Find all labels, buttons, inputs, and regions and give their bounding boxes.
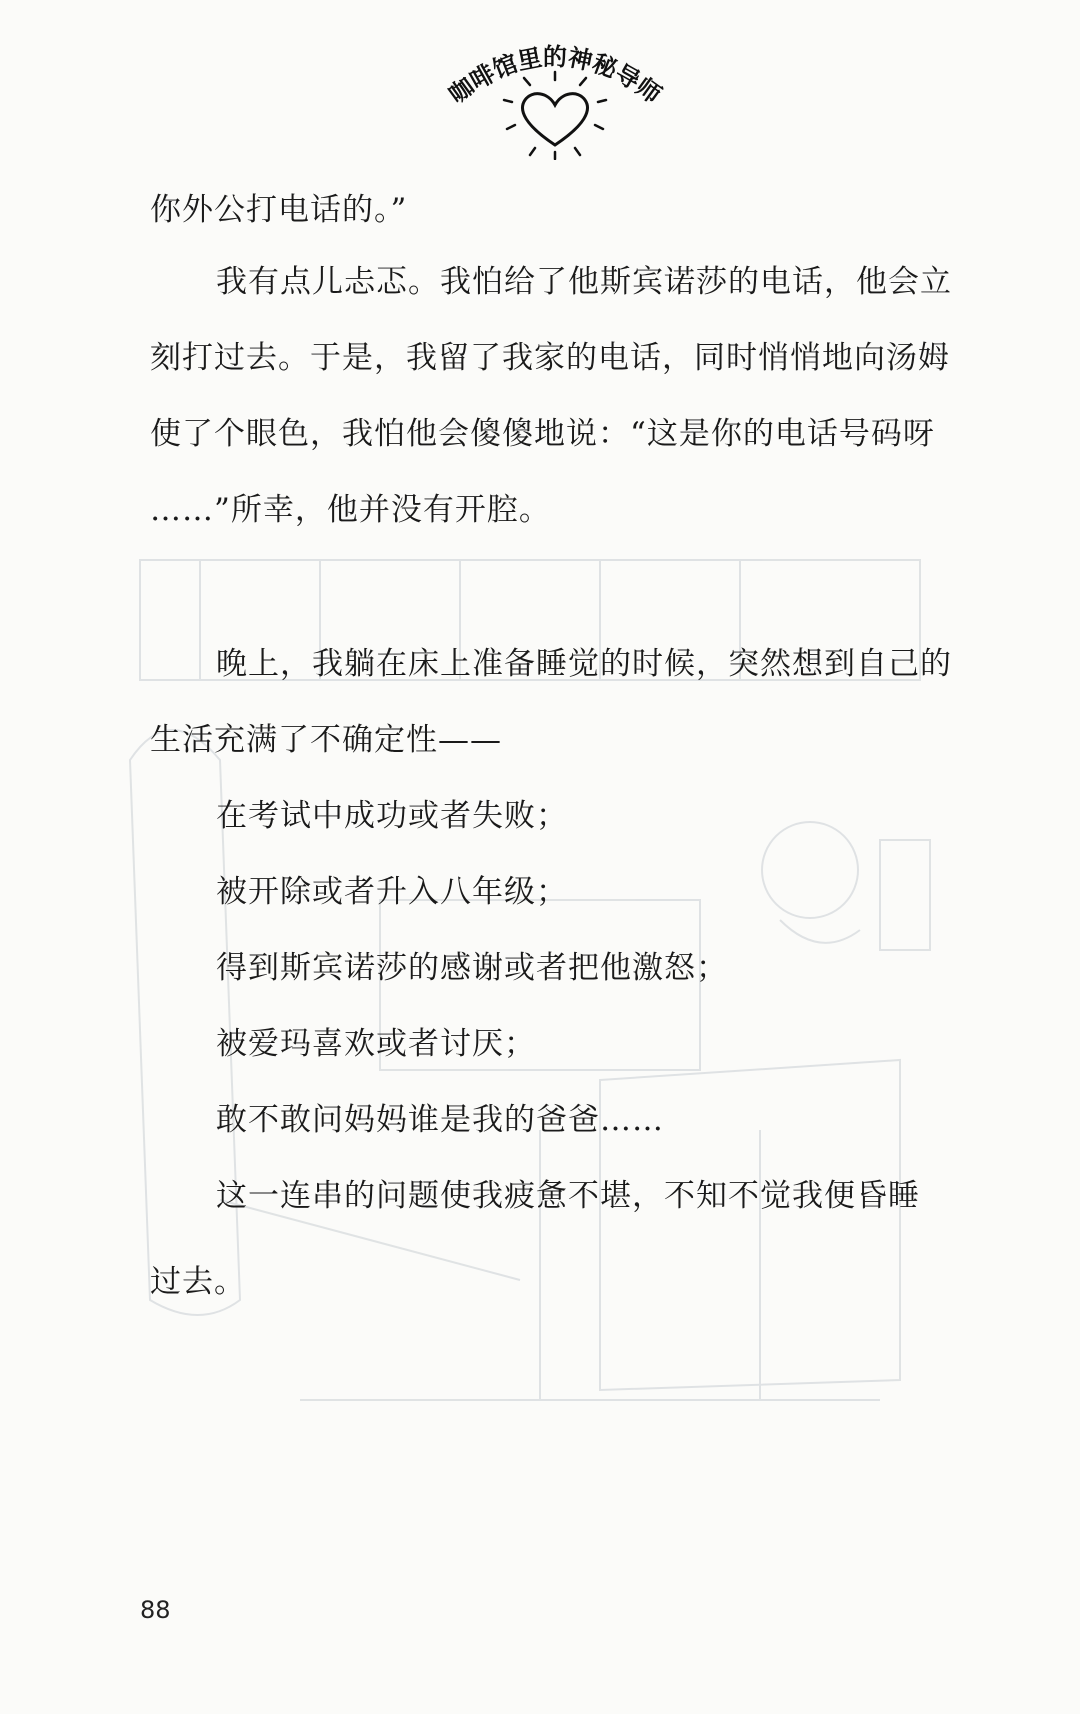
chapter-header [430, 30, 680, 160]
page-number: 88 [140, 1596, 171, 1624]
paragraph-line: 晚上，我躺在床上准备睡觉的时候，突然想到自己的 [216, 646, 952, 682]
paragraph-line: 这一连串的问题使我疲惫不堪，不知不觉我便昏睡 [216, 1178, 920, 1214]
paragraph-line: 你外公打电话的。” [150, 192, 408, 228]
paragraph-line: 在考试中成功或者失败； [216, 798, 568, 834]
heart-icon [504, 72, 606, 159]
paragraph-line: 得到斯宾诺莎的感谢或者把他激怒； [216, 950, 728, 986]
paragraph-line: 过去。 [150, 1264, 246, 1300]
paragraph-line: 敢不敢问妈妈谁是我的爸爸…… [216, 1102, 664, 1138]
paragraph-line: 被爱玛喜欢或者讨厌； [216, 1026, 536, 1062]
paragraph-line: ……”所幸，他并没有开腔。 [150, 492, 551, 528]
paragraph-line: 被开除或者升入八年级； [216, 874, 568, 910]
paragraph-line: 使了个眼色，我怕他会傻傻地说：“这是你的电话号码呀 [150, 416, 935, 452]
header-title: 咖啡馆里的神秘导师 [443, 43, 667, 110]
paragraph-line: 生活充满了不确定性—— [150, 722, 502, 758]
paragraph-line: 我有点儿忐忑。我怕给了他斯宾诺莎的电话，他会立 [216, 264, 952, 300]
header-emblem [430, 30, 680, 160]
paragraph-line: 刻打过去。于是，我留了我家的电话，同时悄悄地向汤姆 [150, 340, 950, 376]
